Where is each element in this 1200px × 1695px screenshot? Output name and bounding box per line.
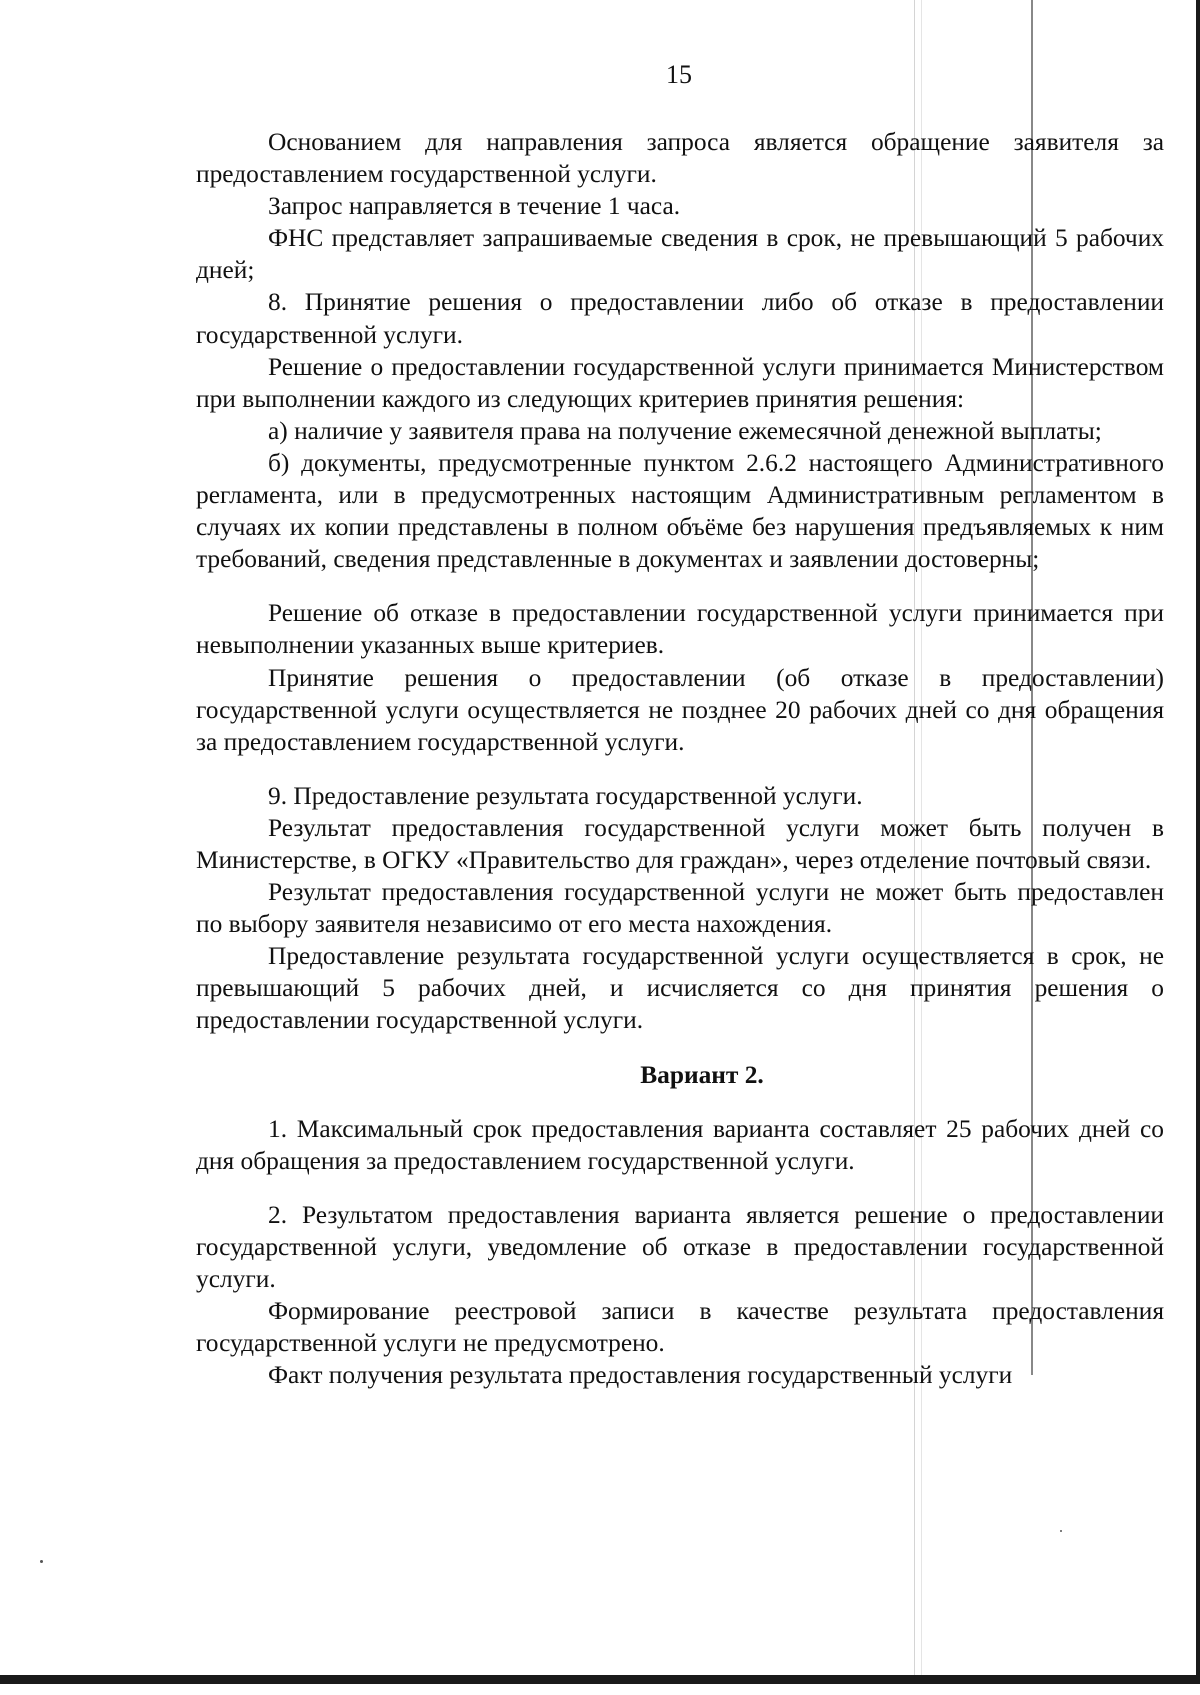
variant-item-1: 1. Максимальный срок предоставления варианта составляет 25 рабочих дней со дня обращения за предоставлением государственной услуги. [196,1114,1164,1175]
spacer [196,758,1164,780]
paragraph: Результат предоставления государственной услуги не может быть предоставлен по выбору заявителя независимо от его места нахождения. [196,878,1164,939]
spacer [196,1037,1164,1059]
paragraph: ФНС представляет запрашиваемые сведения в срок, не превышающий 5 рабочих дней; [196,224,1164,285]
paragraph: Предоставление результата государственной услуги осуществляется в срок, не превышающий 5 рабочих дней, и исчисляется со дня принятия решения о предоставлении государственной услуги. [196,942,1164,1035]
paragraph: Принятие решения о предоставлении (об отказе в предоставлении) государственной услуги осуществляется не позднее 20 рабочих дней со дня обращения за предоставлением государственной услуги. [196,663,1164,756]
variant-heading: Вариант 2. [640,1060,764,1089]
paragraph: Формирование реестровой записи в качестве результата предоставления государственной услуги не предусмотрено. [196,1297,1164,1358]
scan-edge-bottom [0,1675,1200,1684]
page-number: 15 [666,60,692,89]
spacer [196,1091,1164,1113]
scan-speck [1060,1530,1062,1532]
spacer [196,575,1164,597]
scan-edge-right [1196,0,1200,1684]
paragraph: Запрос направляется в течение 1 часа. [268,192,681,221]
criterion-b: б) документы, предусмотренные пунктом 2.6.2 настоящего Административного регламента, или в предусмотренных настоящим Административным регламентом в случаях их копии представлены в полном объёме без нарушения предъявляемых к ним требований, сведения представленные в документах и заявлении достоверны; [196,448,1164,574]
variant-item-2: 2. Результатом предоставления варианта является решение о предоставлении государственной услуги, уведомление об отказе в предоставлении государственной услуги. [196,1200,1164,1293]
criterion-a: а) наличие у заявителя права на получение ежемесячной денежной выплаты; [268,416,1102,445]
paragraph: Основанием для направления запроса является обращение заявителя за предоставлением государственной услуги. [196,128,1164,189]
spacer [196,1177,1164,1199]
paragraph: Факт получения результата предоставления государственный услуги [268,1361,1013,1390]
scan-speck [40,1560,43,1563]
section-item-9: 9. Предоставление результата государственной услуги. [268,781,863,810]
paragraph: Решение об отказе в предоставлении государственной услуги принимается при невыполнении указанных выше критериев. [196,599,1164,660]
paragraph: Решение о предоставлении государственной услуги принимается Министерством при выполнении каждого из следующих критериев принятия решения: [196,352,1164,413]
paragraph: Результат предоставления государственной услуги может быть получен в Министерстве, в ОГКУ «Правительство для граждан», через отделение почтовый связи. [196,813,1164,874]
document-body [196,126,1164,1391]
section-item-8: 8. Принятие решения о предоставлении либо об отказе в предоставлении государственной услуги. [196,288,1164,349]
